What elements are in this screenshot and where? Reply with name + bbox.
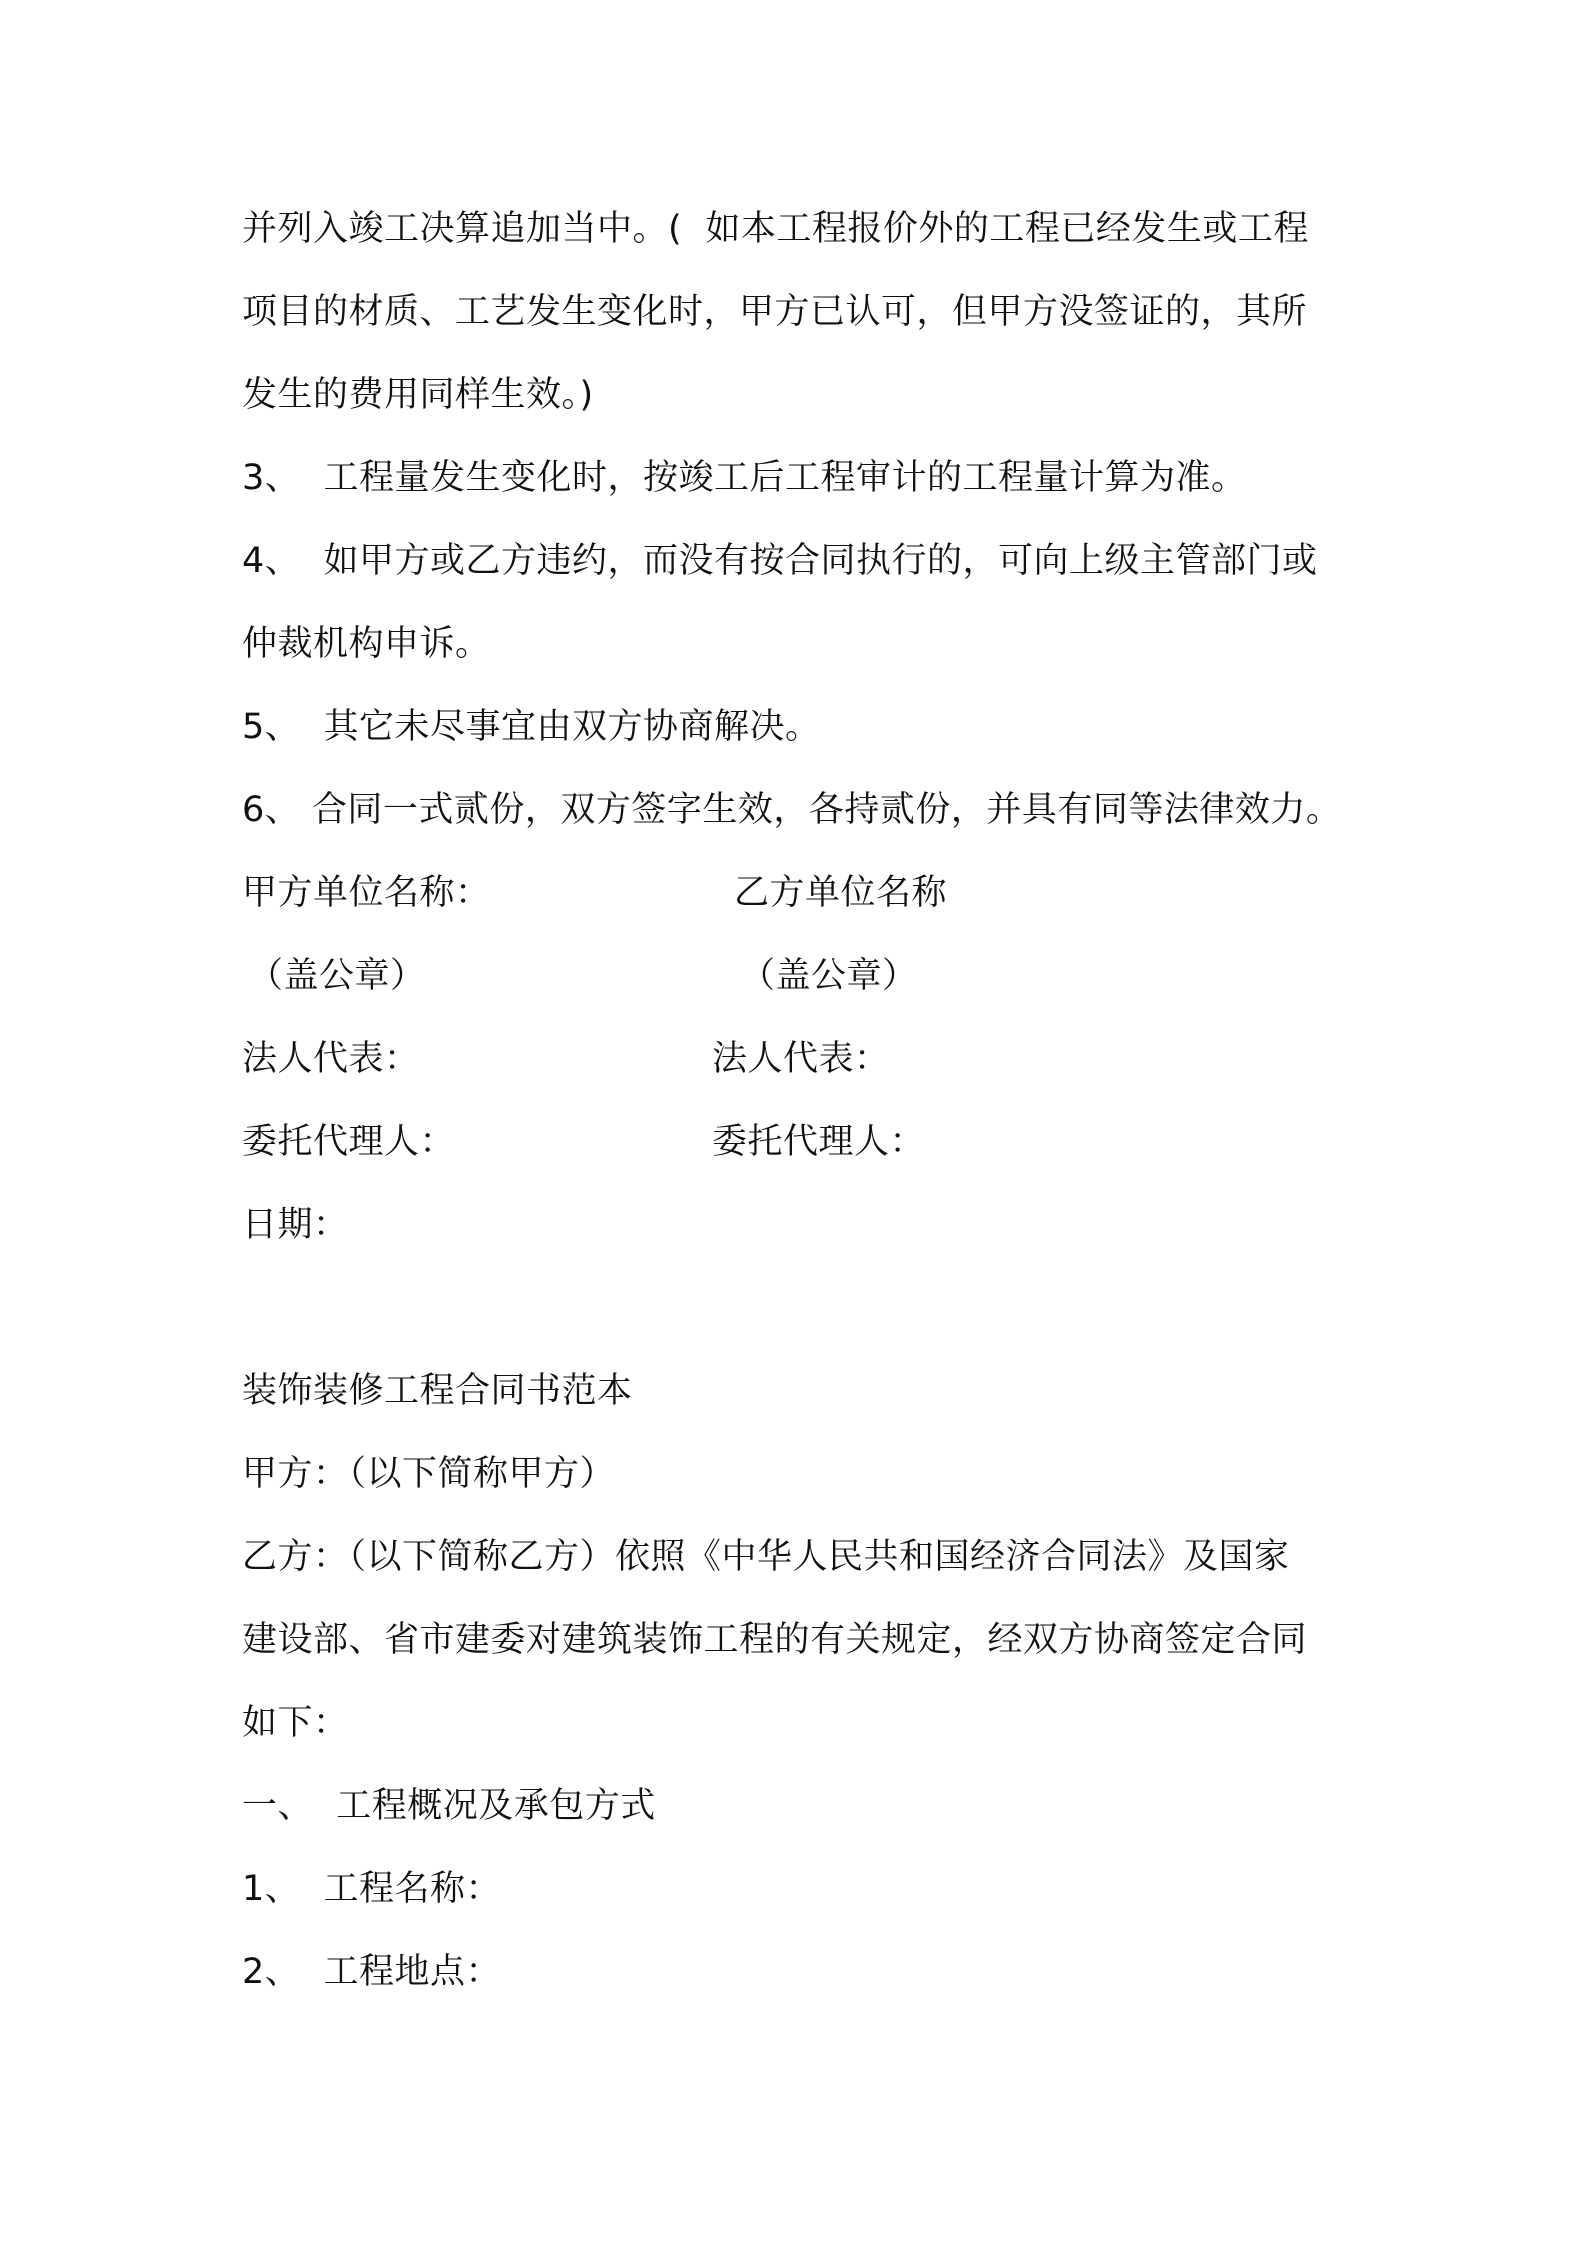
paragraph-line: 发生的费用同样生效。) <box>242 375 594 415</box>
section-heading: 一、 工程概况及承包方式 <box>242 1786 656 1826</box>
party-a-rep-label: 法人代表： <box>242 1039 420 1079</box>
party-b-agent-label: 委托代理人： <box>712 1122 926 1162</box>
party-a-agent-label: 委托代理人： <box>242 1122 456 1162</box>
project-name-label: 1、 工程名称： <box>242 1869 502 1909</box>
clause-5: 5、 其它未尽事宜由双方协商解决。 <box>242 707 821 747</box>
project-location-label: 2、 工程地点： <box>242 1952 502 1992</box>
party-b-seal-label: （盖公章） <box>740 956 918 996</box>
paragraph-line: 项目的材质、工艺发生变化时，甲方已认可，但甲方没签证的，其所 <box>242 292 1308 332</box>
party-b-name-label: 乙方单位名称 <box>734 873 948 913</box>
party-b-line: 建设部、省市建委对建筑装饰工程的有关规定，经双方协商签定合同 <box>242 1620 1308 1660</box>
party-b-line: 如下： <box>242 1703 349 1743</box>
clause-3: 3、 工程量发生变化时，按竣工后工程审计的工程量计算为准。 <box>242 458 1247 498</box>
date-label: 日期： <box>242 1205 349 1245</box>
party-b-line: 乙方：（以下简称乙方）依照《中华人民共和国经济合同法》及国家 <box>242 1537 1290 1577</box>
party-a-name-label: 甲方单位名称： <box>242 873 491 913</box>
party-a-line: 甲方：（以下简称甲方） <box>242 1454 616 1494</box>
party-b-rep-label: 法人代表： <box>712 1039 890 1079</box>
paragraph-line: 并列入竣工决算追加当中。( 如本工程报价外的工程已经发生或工程 <box>242 209 1309 249</box>
contract-title: 装饰装修工程合同书范本 <box>242 1371 633 1411</box>
clause-4-line: 仲裁机构申诉。 <box>242 624 491 664</box>
clause-6: 6、 合同一式贰份，双方签字生效，各持贰份，并具有同等法律效力。 <box>242 790 1342 830</box>
party-a-seal-label: （盖公章） <box>248 956 426 996</box>
clause-4-line: 4、 如甲方或乙方违约，而没有按合同执行的，可向上级主管部门或 <box>242 541 1318 581</box>
